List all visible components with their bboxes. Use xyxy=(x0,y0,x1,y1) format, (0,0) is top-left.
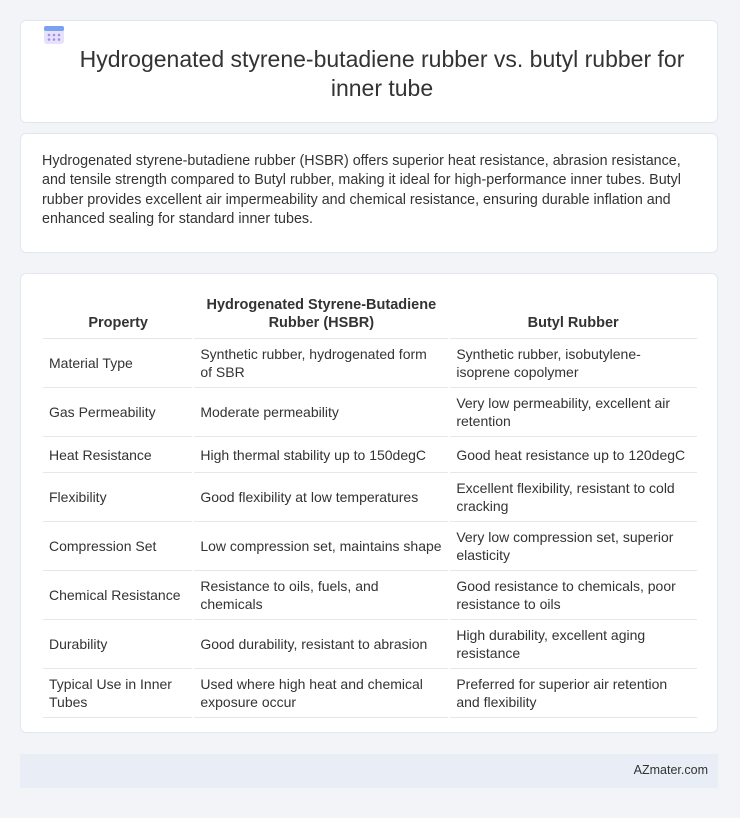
row-property: Typical Use in Inner Tubes xyxy=(43,669,193,718)
comparison-table-card xyxy=(20,273,718,733)
page-title: Hydrogenated styrene-butadiene rubber vs. butyl rubber for inner tube xyxy=(79,46,685,101)
row-butyl: Excellent flexibility, resistant to cold cracking xyxy=(449,473,697,522)
table-row xyxy=(43,571,697,620)
row-property: Gas Permeability xyxy=(43,388,193,437)
row-hsbr: Good flexibility at low temperatures xyxy=(193,473,449,522)
row-hsbr: Resistance to oils, fuels, and chemicals xyxy=(193,571,449,620)
calendar-icon xyxy=(43,24,65,46)
row-hsbr: Good durability, resistant to abrasion xyxy=(193,620,449,669)
table-row xyxy=(43,620,697,669)
title-card xyxy=(20,20,718,123)
table-row xyxy=(43,522,697,571)
title-wrap xyxy=(51,45,697,103)
table-row xyxy=(43,473,697,522)
row-butyl: Good resistance to chemicals, poor resistance to oils xyxy=(449,571,697,620)
summary-card xyxy=(20,133,718,253)
row-butyl: Good heat resistance up to 120degC xyxy=(449,437,697,473)
comparison-table xyxy=(43,296,697,718)
header-property: Property xyxy=(43,296,193,339)
row-butyl: Very low compression set, superior elasticity xyxy=(449,522,697,571)
row-property: Durability xyxy=(43,620,193,669)
row-hsbr: Used where high heat and chemical exposure occur xyxy=(193,669,449,718)
row-butyl: Very low permeability, excellent air retention xyxy=(449,388,697,437)
row-butyl: High durability, excellent aging resistance xyxy=(449,620,697,669)
footer-bar xyxy=(20,754,718,788)
table-row xyxy=(43,388,697,437)
row-property: Material Type xyxy=(43,339,193,388)
row-property: Heat Resistance xyxy=(43,437,193,473)
row-property: Flexibility xyxy=(43,473,193,522)
row-butyl: Synthetic rubber, isobutylene-isoprene copolymer xyxy=(449,339,697,388)
row-property: Chemical Resistance xyxy=(43,571,193,620)
row-property: Compression Set xyxy=(43,522,193,571)
header-hsbr: Hydrogenated Styrene-Butadiene Rubber (HSBR) xyxy=(193,296,449,339)
summary-text: Hydrogenated styrene-butadiene rubber (HSBR) offers superior heat resistance, abrasion resistance, and tensile strength compared to Butyl rubber, making it ideal for high-performance inner tubes. Butyl rubber provides excellent air impermeability and chemical resistance, ensuring durable inflation and enhanced sealing for standard inner tubes. xyxy=(42,153,681,228)
header-butyl: Butyl Rubber xyxy=(449,296,697,339)
table-row xyxy=(43,669,697,718)
row-hsbr: Moderate permeability xyxy=(193,388,449,437)
footer-site-link[interactable]: AZmater.com xyxy=(633,763,708,777)
table-header-row xyxy=(43,296,697,339)
row-hsbr: Synthetic rubber, hydrogenated form of SBR xyxy=(193,339,449,388)
row-hsbr: High thermal stability up to 150degC xyxy=(193,437,449,473)
table-row xyxy=(43,339,697,388)
table-row xyxy=(43,437,697,473)
row-butyl: Preferred for superior air retention and flexibility xyxy=(449,669,697,718)
row-hsbr: Low compression set, maintains shape xyxy=(193,522,449,571)
